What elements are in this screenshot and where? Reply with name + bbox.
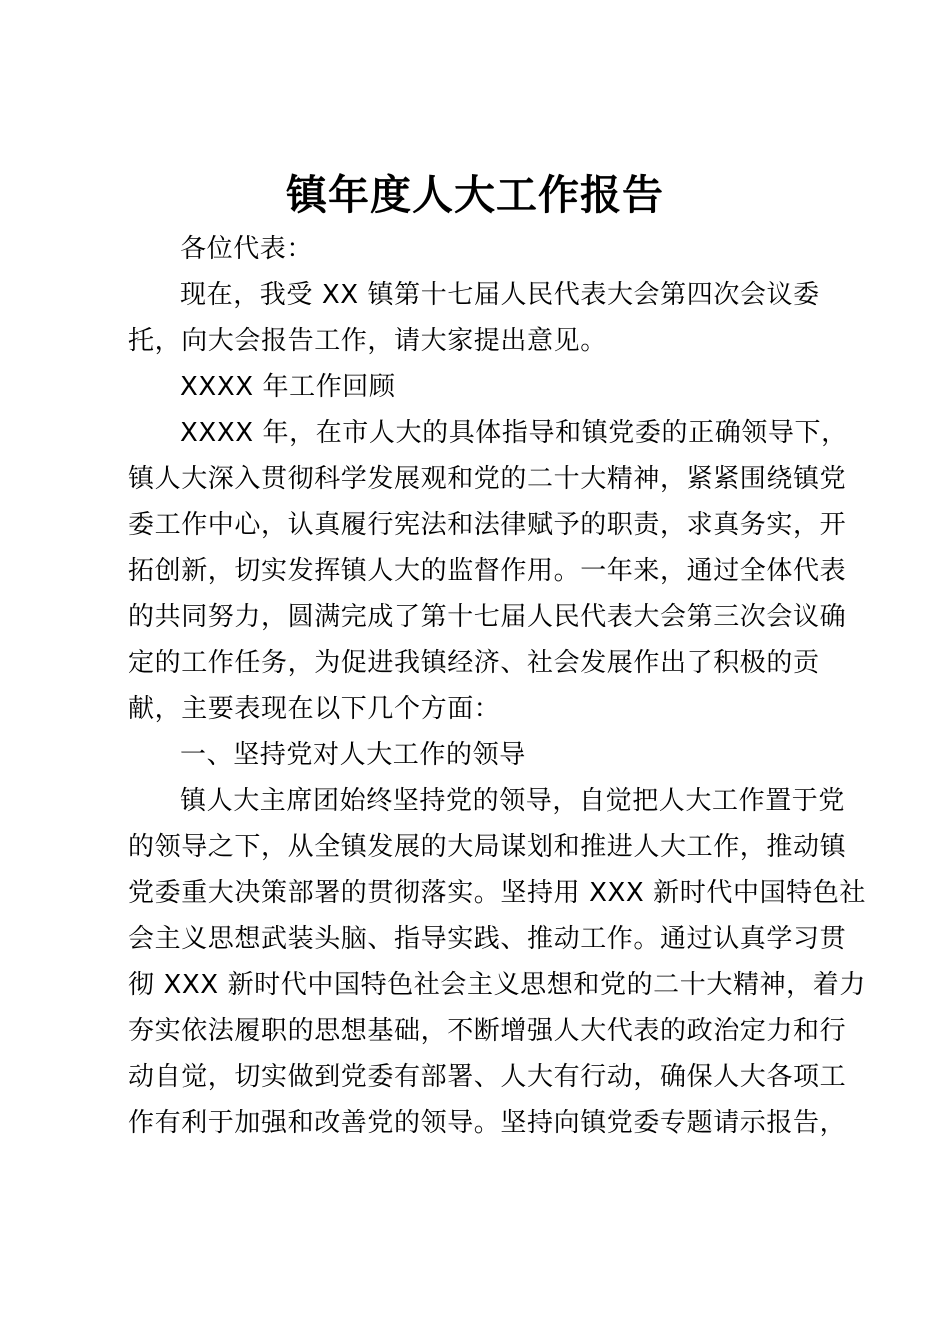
text-line: 的领导之下，从全镇发展的大局谋划和推进人大工作，推动镇 [128, 832, 847, 862]
text-line: 现在，我受 XX 镇第十七届人民代表大会第四次会议委 [180, 280, 820, 310]
document-title: 镇年度人大工作报告 [286, 171, 664, 219]
text-line: 献，主要表现在以下几个方面： [128, 694, 501, 724]
intro-paragraph [128, 272, 834, 364]
text-line: XXXX 年，在市人大的具体指导和镇党委的正确领导下， [180, 418, 848, 448]
text-line: 动自觉，切实做到党委有部署、人大有行动，确保人大各项工 [128, 1062, 847, 1092]
text-line: 定的工作任务，为促进我镇经济、社会发展作出了积极的贡 [128, 648, 820, 678]
text-line: 一、坚持党对人大工作的领导 [180, 740, 526, 770]
text-line: 各位代表： [180, 234, 314, 264]
text-line: 彻 XXX 新时代中国特色社会主义思想和党的二十大精神，着力 [128, 970, 866, 1000]
text-line: 托，向大会报告工作，请大家提出意见。 [128, 326, 607, 356]
section-one-paragraph [128, 778, 866, 1146]
text-line: 镇人大深入贯彻科学发展观和党的二十大精神，紧紧围绕镇党 [128, 464, 847, 494]
text-line: 拓创新，切实发挥镇人大的监督作用。一年来，通过全体代表 [128, 556, 847, 586]
text-line: XXXX 年工作回顾 [180, 372, 396, 402]
text-line: 镇人大主席团始终坚持党的领导，自觉把人大工作置于党 [180, 786, 846, 816]
text-line: 党委重大决策部署的贯彻落实。坚持用 XXX 新时代中国特色社 [128, 878, 866, 908]
section-heading-one [128, 732, 834, 778]
text-line: 委工作中心，认真履行宪法和法律赋予的职责，求真务实，开 [128, 510, 847, 540]
text-line: 夯实依法履职的思想基础，不断增强人大代表的政治定力和行 [128, 1016, 847, 1046]
text-line: 作有利于加强和改善党的领导。坚持向镇党委专题请示报告， [128, 1108, 847, 1138]
section-heading-review [128, 364, 834, 410]
document-body [128, 226, 866, 1146]
salutation-paragraph [128, 226, 834, 272]
text-line: 的共同努力，圆满完成了第十七届人民代表大会第三次会议确 [128, 602, 847, 632]
review-paragraph [128, 410, 848, 732]
text-line: 会主义思想武装头脑、指导实践、推动工作。通过认真学习贯 [128, 924, 847, 954]
